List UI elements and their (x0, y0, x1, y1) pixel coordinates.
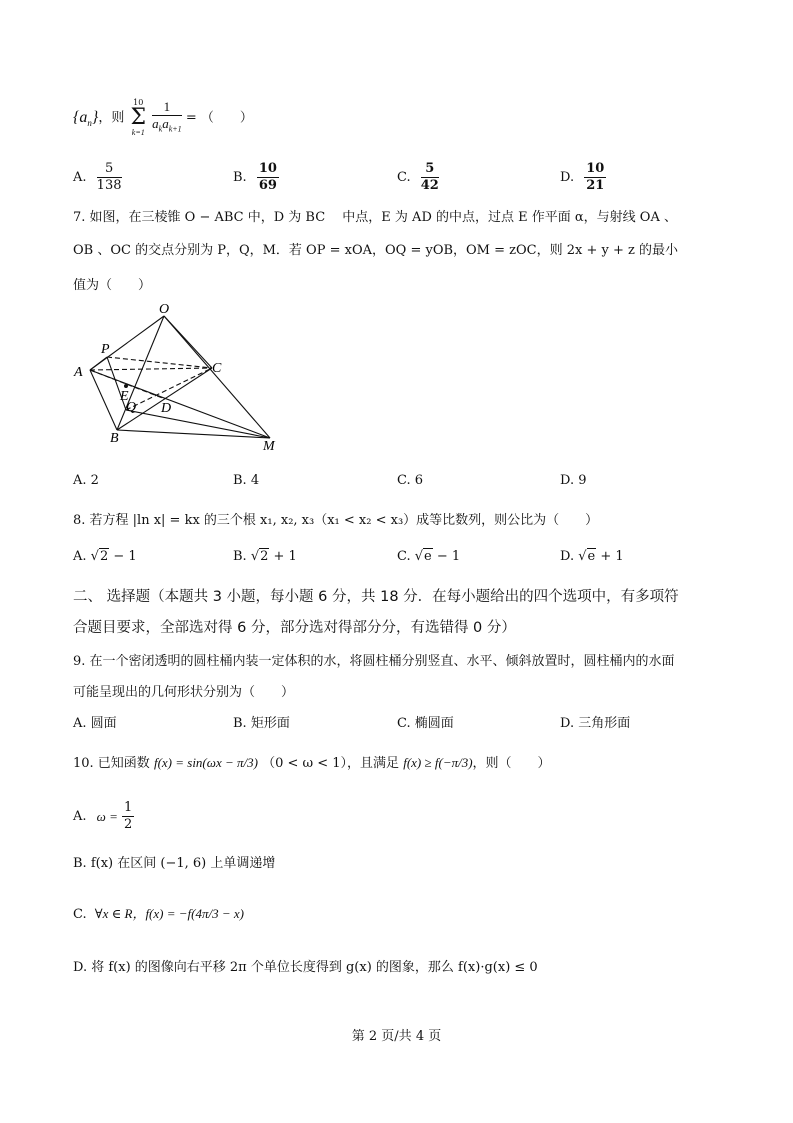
label-a: A (74, 365, 83, 380)
q6-option-a: A. $\frac{5}{138}$ (73, 161, 122, 193)
q9-option-a: A. 圆面 (73, 716, 117, 731)
q9-stem-line2: 可能呈现出的几何形状分别为（ ） (73, 685, 295, 700)
label-o: O (159, 302, 170, 317)
q7-stem-line2: OB 、OC 的交点分别为 P，Q，M．若 OP = xOA，OQ = yOB，OM = zOC，则 2x + y + z 的最小 (73, 243, 678, 258)
q6-options (73, 153, 773, 193)
q9-stem-line1: 9. 在一个密闭透明的圆柱桶内装一定体积的水，将圆柱桶分别竖直、水平、倾斜放置时，圆柱桶内的水面 (73, 654, 675, 669)
section2-heading-line1: 二、 选择题（本题共 3 小题，每小题 6 分，共 18 分．在每小题给出的四个选项中，有多项符 (73, 589, 679, 605)
q6-option-d: D. $\frac{10}{21}$ (560, 161, 605, 193)
q8-stem: 8. 若方程 |ln x| = kx 的三个根 x₁, x₂, x₃（x₁ < x₂ < x₃）成等比数列，则公比为（ ） (73, 513, 599, 528)
q10-option-a: A. ω = $\frac{1}{2}$ (73, 800, 133, 832)
q7-option-a: A. 2 (73, 473, 99, 488)
label-e: E (120, 389, 129, 404)
q10-option-d: D. 将 f(x) 的图像向右平移 2π 个单位长度得到 g(x) 的图象，那么 f(x)·g(x) ≤ 0 (73, 960, 538, 975)
point-e-dot (124, 384, 128, 388)
q10-option-c: C. ∀x ∈ R，f(x) = −f(4π/3 − x) (73, 906, 244, 922)
q8-option-d: D. √e + 1 (560, 549, 624, 564)
q9-option-c: C. 椭圆面 (397, 716, 454, 731)
q6-option-c: C. $\frac{5}{42}$ (397, 161, 439, 193)
page-footer: 第 2 页/共 4 页 (351, 1029, 442, 1044)
q6-option-b: B. $\frac{10}{69}$ (233, 161, 277, 193)
q7-stem-line1: 7. 如图，在三棱锥 O − ABC 中，D 为 BC 中点，E 为 AD 的中点，过点 E 作平面 α，与射线 OA 、 (73, 210, 677, 225)
label-b: B (110, 431, 119, 446)
q7-option-c: C. 6 (397, 473, 424, 488)
q7-option-b: B. 4 (233, 473, 260, 488)
q8-option-b: B. √2 + 1 (233, 549, 297, 564)
q7-figure-tetrahedron (70, 300, 290, 460)
label-q: Q (126, 400, 137, 415)
q10-option-b: B. f(x) 在区间 (−1, 6) 上单调递增 (73, 856, 276, 871)
label-m: M (263, 439, 275, 454)
q7-stem-line3: 值为（ ） (73, 278, 152, 293)
label-c: C (212, 361, 222, 376)
q7-option-d: D. 9 (560, 473, 587, 488)
q9-option-b: B. 矩形面 (233, 716, 290, 731)
q8-option-a: A. √2 − 1 (73, 549, 137, 564)
q9-option-d: D. 三角形面 (560, 716, 631, 731)
label-d: D (161, 401, 172, 416)
section2-heading-line2: 合题目要求，全部选对得 6 分，部分选对得部分分，有选错得 0 分） (73, 620, 516, 636)
q8-option-c: C. √e − 1 (397, 549, 461, 564)
q6-stem-tail: $\{a_n\}$，则 10 Σ k=1 $\frac{1}{a_ka_{k+1}}$ = （ ） (73, 98, 253, 137)
q6-sum-fraction: $\frac{1}{a_ka_{k+1}}$ (152, 98, 182, 134)
q10-stem: 10. 已知函数 f(x) = sin(ωx − π/3) （0 < ω < 1），且满足 f(x) ≥ f(−π/3)，则（ ） (73, 755, 551, 771)
label-p: P (101, 342, 110, 357)
